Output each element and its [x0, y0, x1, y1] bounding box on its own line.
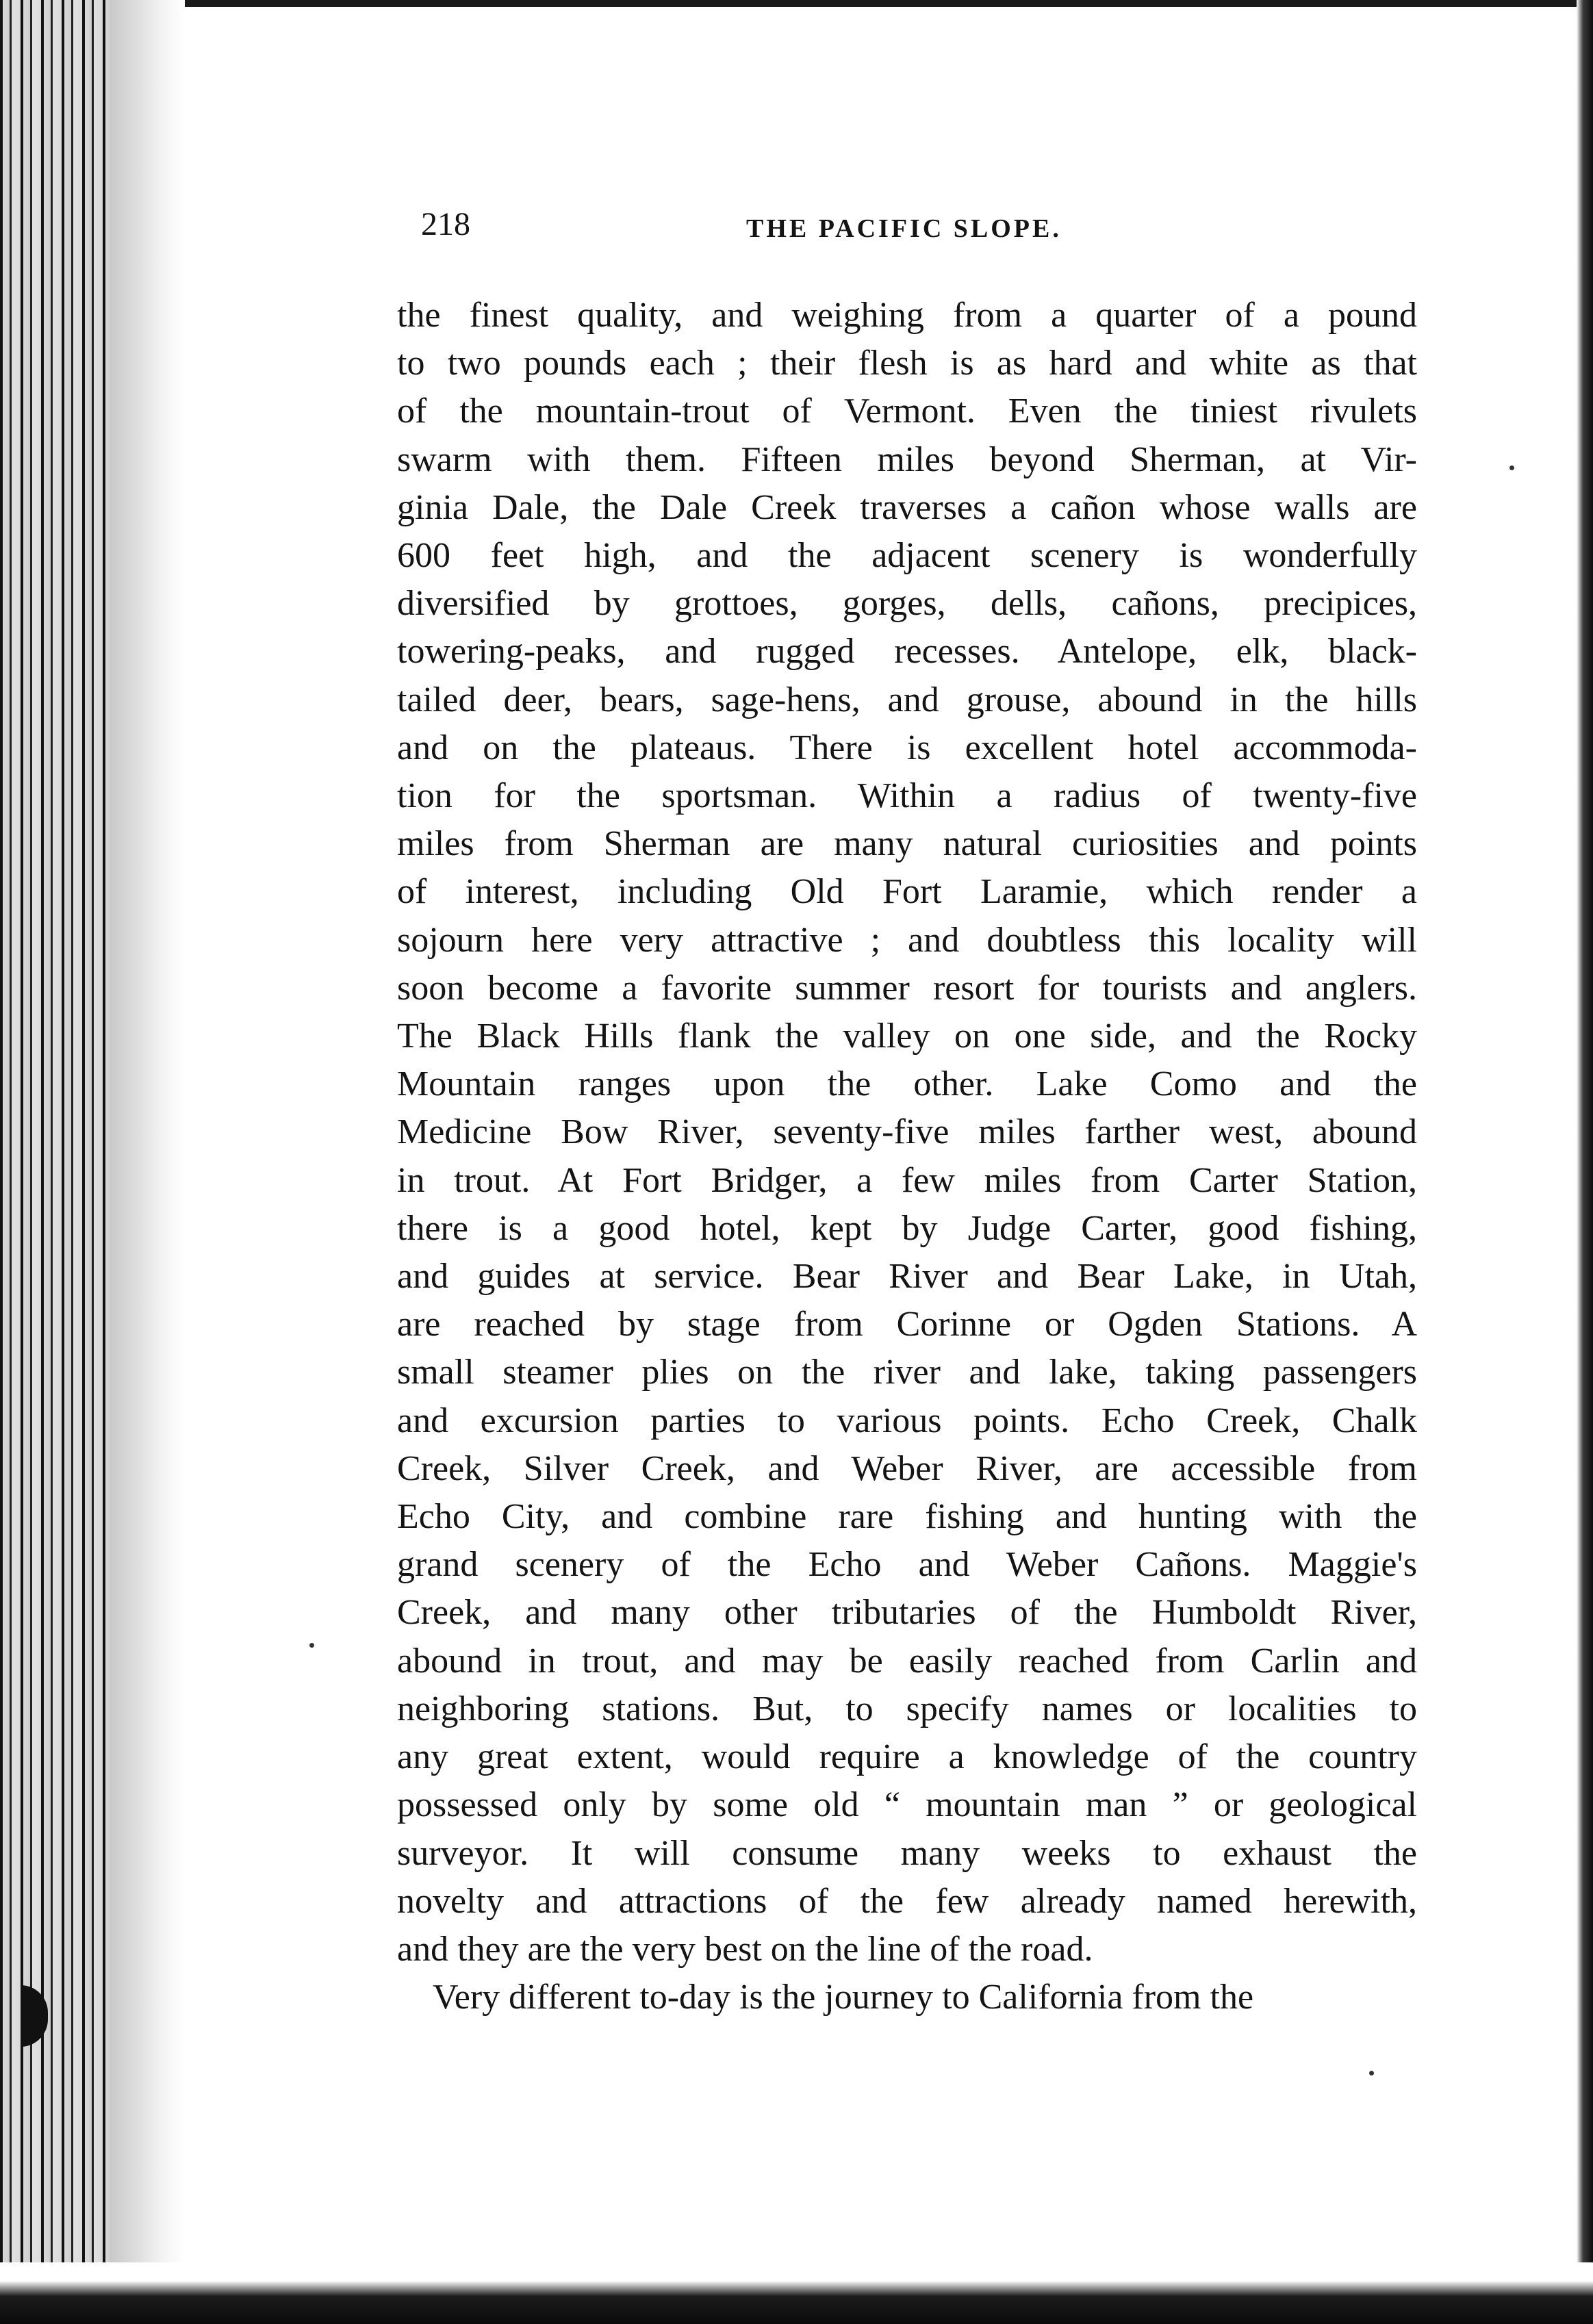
page-bottom-edge: [0, 2262, 1593, 2324]
text-line: any great extent, would require a knowledge of the country: [397, 1737, 1417, 1777]
text-line: the finest quality, and weighing from a quarter of a pound: [397, 296, 1417, 335]
body-text: [397, 292, 1417, 2021]
page-right-edge: [1577, 0, 1593, 2324]
gutter-shadow: [110, 0, 185, 2324]
ink-speck: [309, 1643, 314, 1648]
text-line: grand scenery of the Echo and Weber Cañons. Maggie's: [397, 1545, 1417, 1585]
text-line: neighboring stations. But, to specify names or localities to: [397, 1689, 1417, 1728]
text-line: swarm with them. Fifteen miles beyond Sherman, at Vir-: [397, 439, 1417, 479]
running-head: [397, 205, 1417, 267]
text-line: to two pounds each ; their flesh is as hard and white as that: [397, 344, 1417, 383]
text-line: novelty and attractions of the few already named herewith,: [397, 1881, 1417, 1921]
text-line: tailed deer, bears, sage-hens, and grouse, abound in the hills: [397, 680, 1417, 719]
paragraph-end-line: and they are the very best on the line of the road.: [397, 1929, 1093, 1969]
paragraph-start-line: Very different to-day is the journey to California from the: [433, 1978, 1254, 2017]
text-line: ginia Dale, the Dale Creek traverses a cañon whose walls are: [397, 487, 1417, 527]
text-line: in trout. At Fort Bridger, a few miles from Carter Station,: [397, 1160, 1417, 1200]
text-line: and guides at service. Bear River and Bear Lake, in Utah,: [397, 1257, 1417, 1297]
text-line: Mountain ranges upon the other. Lake Como and the: [397, 1064, 1417, 1104]
text-line: and excursion parties to various points. Echo Creek, Chalk: [397, 1401, 1417, 1440]
ink-speck: [1369, 2071, 1374, 2076]
text-line: Creek, and many other tributaries of the Humboldt River,: [397, 1593, 1417, 1633]
text-line: 600 feet high, and the adjacent scenery is wonderfully: [397, 536, 1417, 576]
text-line: soon become a favorite summer resort for tourists and anglers.: [397, 968, 1417, 1008]
text-line: are reached by stage from Corinne or Ogden Stations. A: [397, 1305, 1417, 1344]
text-line: small steamer plies on the river and lake, taking passengers: [397, 1353, 1417, 1392]
text-line: of the mountain-trout of Vermont. Even the tiniest rivulets: [397, 392, 1417, 431]
text-line: miles from Sherman are many natural curiosities and points: [397, 824, 1417, 864]
text-line: surveyor. It will consume many weeks to exhaust the: [397, 1833, 1417, 1873]
text-line: and on the plateaus. There is excellent hotel accommoda-: [397, 728, 1417, 767]
text-line: Medicine Bow River, seventy-five miles farther west, abound: [397, 1112, 1417, 1152]
text-line: sojourn here very attractive ; and doubtless this locality will: [397, 920, 1417, 960]
page-top-edge: [0, 0, 1593, 7]
header-title: THE PACIFIC SLOPE.: [746, 214, 1062, 243]
text-line: The Black Hills flank the valley on one side, and the Rocky: [397, 1017, 1417, 1056]
text-line: possessed only by some old “ mountain man ” or geological: [397, 1785, 1417, 1825]
text-line: towering-peaks, and rugged recesses. Antelope, elk, black-: [397, 632, 1417, 672]
text-line: Echo City, and combine rare fishing and hunting with the: [397, 1497, 1417, 1537]
text-line: of interest, including Old Fort Laramie, which render a: [397, 872, 1417, 912]
text-line: there is a good hotel, kept by Judge Carter, good fishing,: [397, 1208, 1417, 1248]
page-number: 218: [421, 206, 470, 242]
text-line: Creek, Silver Creek, and Weber River, are accessible from: [397, 1448, 1417, 1488]
text-line: tion for the sportsman. Within a radius of twenty-five: [397, 776, 1417, 816]
book-page: [397, 205, 1417, 2021]
text-line: abound in trout, and may be easily reached from Carlin and: [397, 1641, 1417, 1681]
ink-speck: [1509, 465, 1514, 470]
text-line: diversified by grottoes, gorges, dells, cañons, precipices,: [397, 584, 1417, 624]
